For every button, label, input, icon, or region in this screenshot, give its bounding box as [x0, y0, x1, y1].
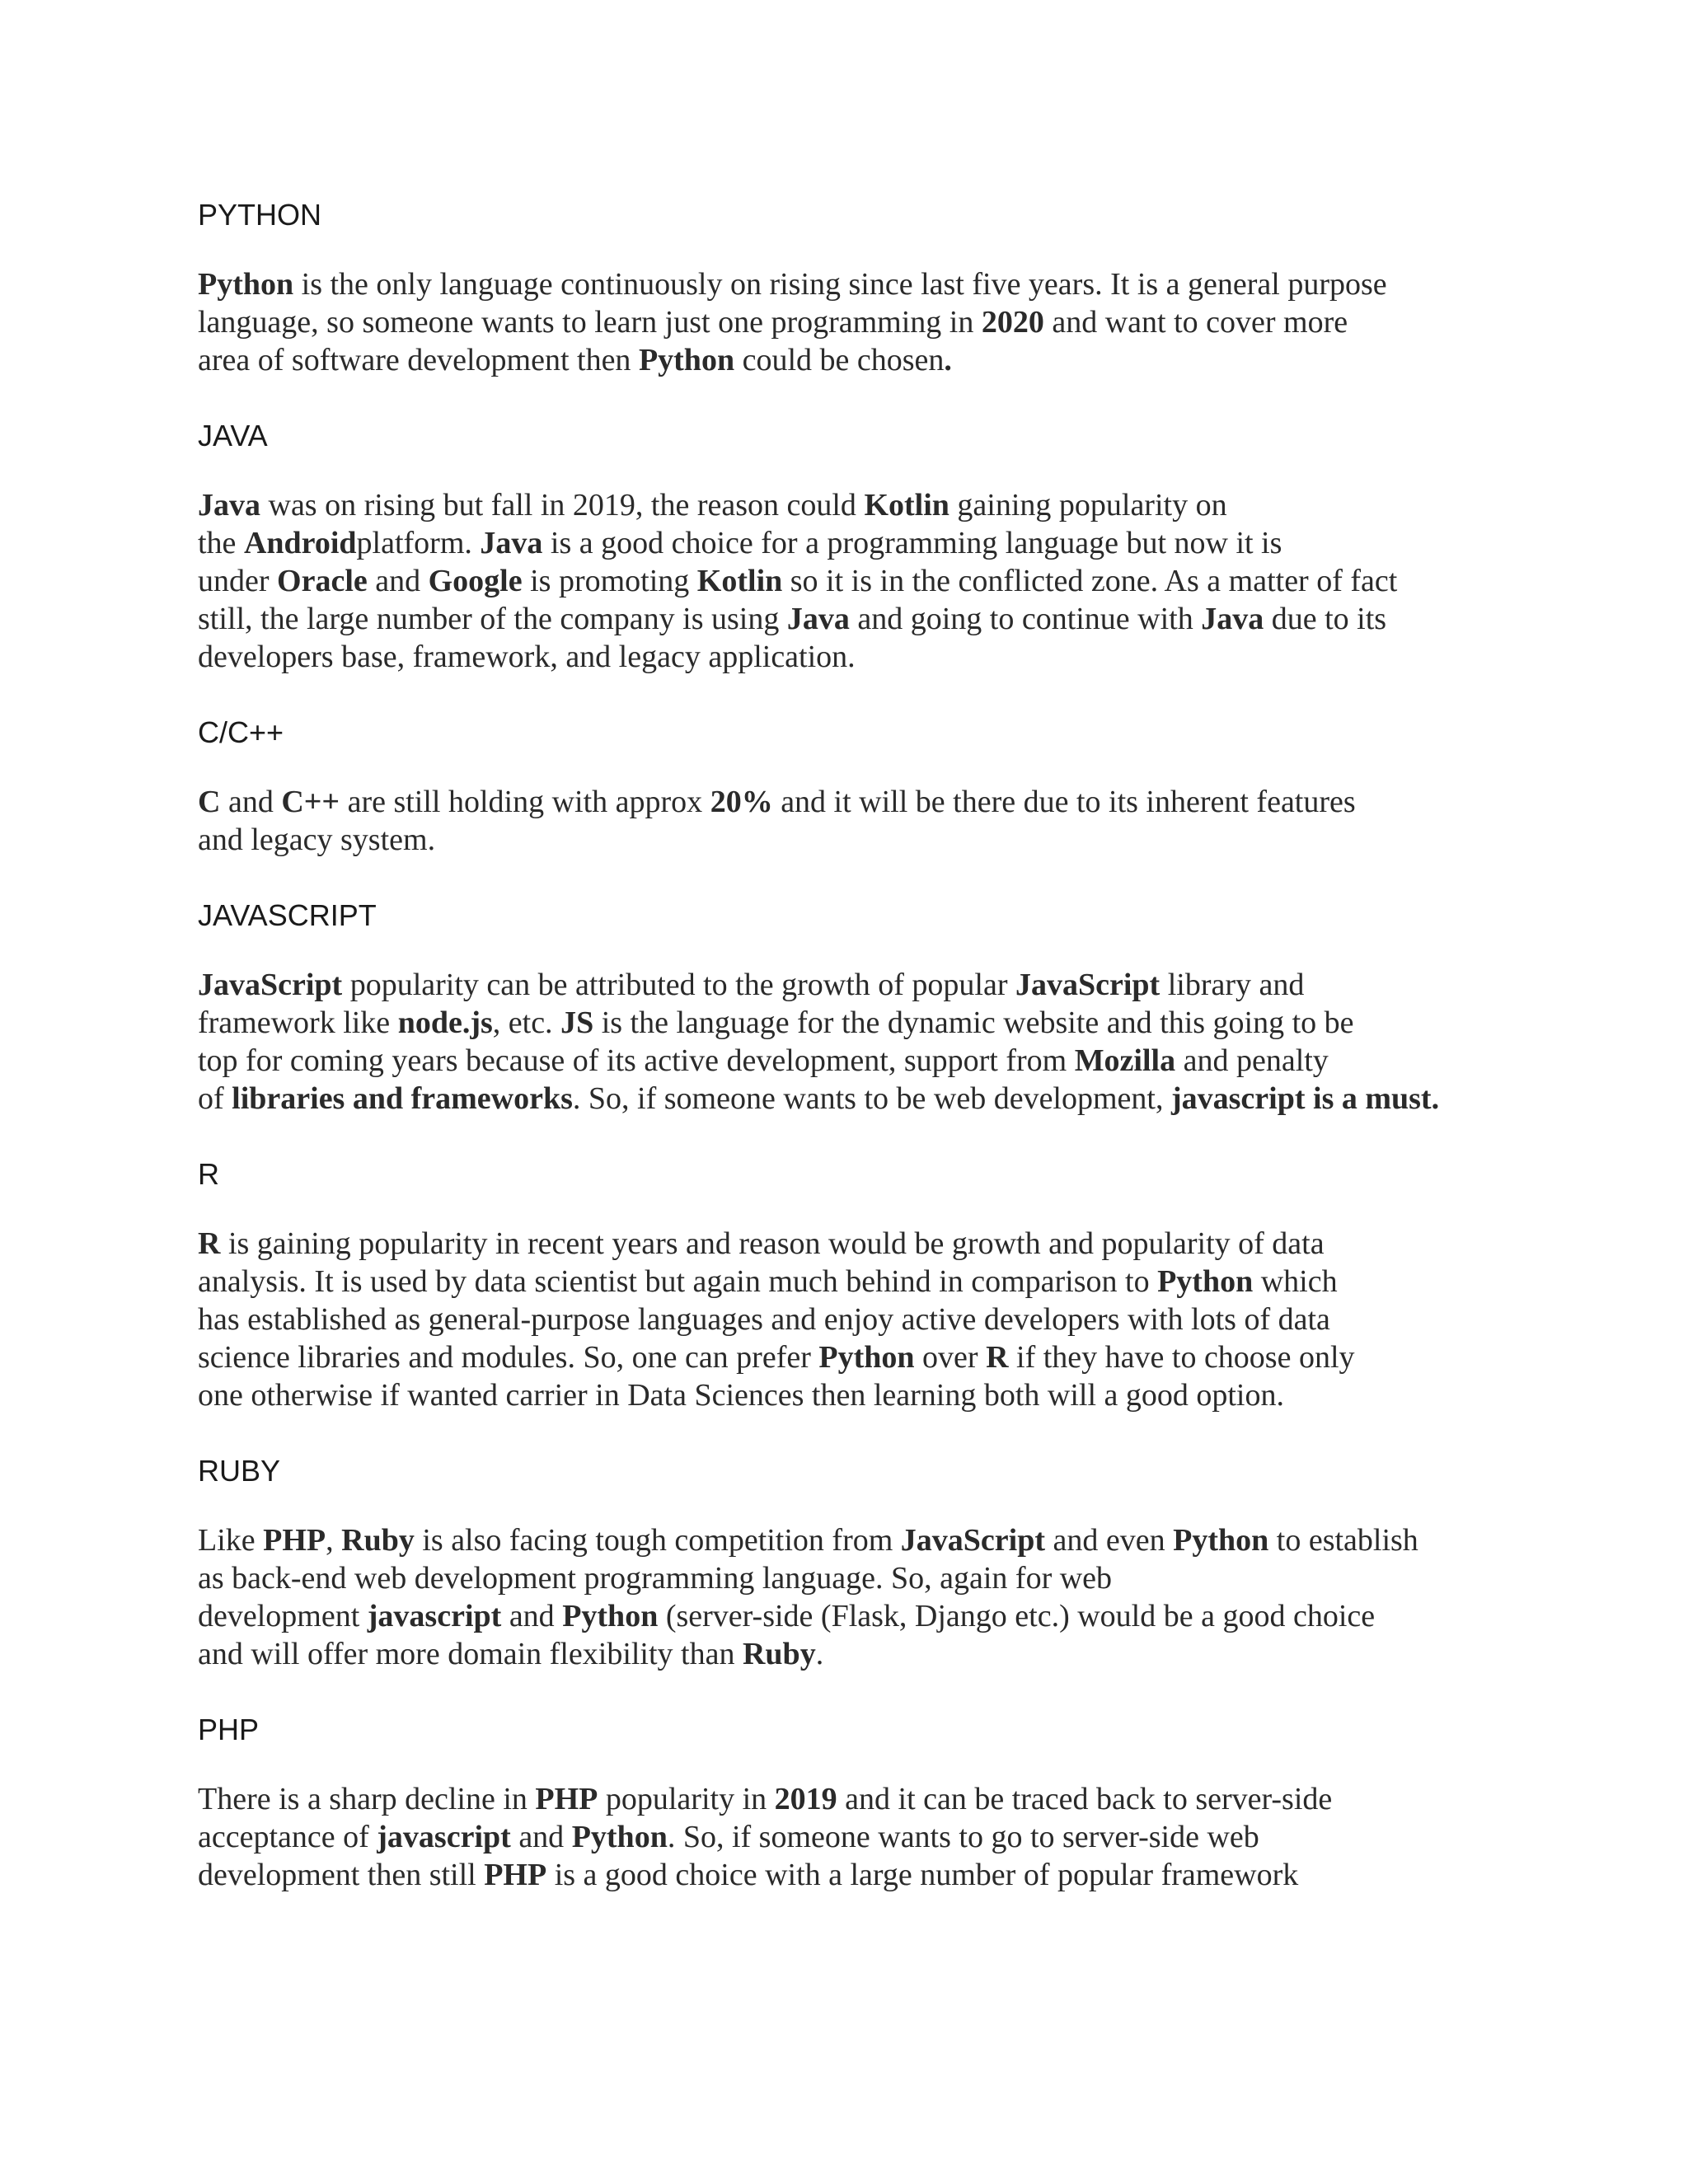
paragraph-line [198, 1263, 1517, 1301]
text-run: analysis. It is used by data scientist but again much behind in comparison to [198, 1264, 1158, 1299]
paragraph-line [198, 1338, 1517, 1376]
section-paragraph [198, 486, 1517, 676]
section-heading: JAVA [198, 419, 268, 452]
text-run: if they have to choose only [1008, 1340, 1355, 1375]
bold-text: javascript [367, 1599, 502, 1633]
text-run: as back-end web development programming language. So, again for web [198, 1561, 1113, 1596]
text-run: still, the large number of the company is using [198, 602, 787, 636]
bold-text: Python [1173, 1523, 1269, 1558]
section-heading: JAVASCRIPT [198, 898, 377, 932]
paragraph-line [198, 783, 1517, 821]
text-run: developers base, framework, and legacy application. [198, 640, 856, 674]
text-run: popularity can be attributed to the growth of popular [342, 968, 1015, 1002]
document-page [198, 196, 1517, 1932]
bold-text: node.js [397, 1005, 493, 1040]
text-run: one otherwise if wanted carrier in Data Sciences then learning both will a good option. [198, 1378, 1284, 1413]
text-run: area of software development then [198, 343, 639, 377]
paragraph-line [198, 265, 1517, 303]
text-run: and penalty [1175, 1043, 1329, 1078]
text-run: and want to cover more [1043, 305, 1348, 340]
bold-text: R [986, 1340, 1009, 1375]
paragraph-line [198, 600, 1517, 638]
bold-text: Java [786, 602, 850, 636]
paragraph-line [198, 1559, 1517, 1597]
paragraph-line [198, 341, 1517, 379]
bold-text: javascript [377, 1820, 511, 1854]
text-run: could be chosen [734, 343, 945, 377]
section-r [198, 1155, 1517, 1414]
bold-text: 20% [710, 785, 773, 819]
bold-text: Java [1201, 602, 1264, 636]
text-run: is a good choice for a programming language but now it is [542, 526, 1282, 560]
text-run: development [198, 1599, 368, 1633]
bold-text: . [944, 343, 952, 377]
text-run: , [326, 1523, 342, 1558]
text-run: . [815, 1637, 824, 1671]
section-heading: PYTHON [198, 198, 322, 232]
bold-text: Python [571, 1820, 668, 1854]
bold-text: libraries and frameworks [232, 1081, 573, 1116]
bold-text: Java [480, 526, 543, 560]
section-paragraph [198, 783, 1517, 859]
paragraph-line [198, 524, 1517, 562]
bold-text: Kotlin [696, 564, 783, 598]
section-ruby [198, 1452, 1517, 1673]
text-run: There is a sharp decline in [198, 1782, 536, 1816]
section-javascript [198, 897, 1517, 1118]
text-run: library and [1160, 968, 1305, 1002]
paragraph-line [198, 1818, 1517, 1856]
text-run: is promoting [522, 564, 697, 598]
paragraph-line [198, 1004, 1517, 1042]
text-run: is the only language continuously on rising since last five years. It is a general purpose [293, 267, 1387, 302]
bold-text: Android [243, 526, 357, 560]
section-java [198, 417, 1517, 676]
text-run: so it is in the conflicted zone. As a matter of fact [782, 564, 1398, 598]
bold-text: JavaScript [198, 968, 343, 1002]
paragraph-line [198, 966, 1517, 1004]
bold-text: Ruby [742, 1637, 816, 1671]
text-run: and will offer more domain flexibility than [198, 1637, 743, 1671]
bold-text: C [198, 785, 221, 819]
text-run: , etc. [492, 1005, 561, 1040]
text-run: and legacy system. [198, 823, 436, 857]
text-run: popularity in [598, 1782, 775, 1816]
bold-text: R [198, 1226, 221, 1261]
paragraph-line [198, 1521, 1517, 1559]
section-paragraph [198, 265, 1517, 379]
text-run: (server-side (Flask, Django etc.) would be a good choice [658, 1599, 1376, 1633]
text-run: and it will be there due to its inherent features [772, 785, 1356, 819]
section-heading: RUBY [198, 1454, 281, 1488]
paragraph-line [198, 638, 1517, 676]
bold-text: Java [198, 488, 260, 523]
text-run: acceptance of [198, 1820, 377, 1854]
bold-text: 2019 [774, 1782, 837, 1816]
paragraph-line [198, 1376, 1517, 1414]
paragraph-line [198, 1225, 1517, 1263]
section-c-c- [198, 714, 1517, 859]
text-run: top for coming years because of its active development, support from [198, 1043, 1075, 1078]
bold-text: Python [638, 343, 735, 377]
paragraph-line [198, 1301, 1517, 1338]
text-run: is the language for the dynamic website and this going to be [593, 1005, 1354, 1040]
text-run: due to its [1264, 602, 1387, 636]
text-run: is gaining popularity in recent years and reason would be growth and popularity of data [220, 1226, 1325, 1261]
text-run: . So, if someone wants to be web development, [572, 1081, 1171, 1116]
paragraph-line [198, 1635, 1517, 1673]
section-python [198, 196, 1517, 379]
text-run: and it can be traced back to server-side [837, 1782, 1333, 1816]
text-run: Like [198, 1523, 264, 1558]
section-paragraph [198, 1521, 1517, 1673]
bold-text: javascript is a must. [1170, 1081, 1440, 1116]
text-run: is a good choice with a large number of popular framework [546, 1858, 1299, 1892]
bold-text: C++ [281, 785, 340, 819]
text-run: and [367, 564, 429, 598]
section-php [198, 1711, 1517, 1894]
text-run: science libraries and modules. So, one can prefer [198, 1340, 819, 1375]
paragraph-line [198, 1780, 1517, 1818]
bold-text: Ruby [341, 1523, 415, 1558]
text-run: to establish [1268, 1523, 1418, 1558]
bold-text: PHP [535, 1782, 598, 1816]
section-paragraph [198, 1780, 1517, 1894]
text-run: framework like [198, 1005, 398, 1040]
text-run: and going to continue with [849, 602, 1202, 636]
text-run: has established as general-purpose languages and enjoy active developers with lots of data [198, 1302, 1330, 1337]
bold-text: Python [198, 267, 294, 302]
bold-text: Kotlin [864, 488, 950, 523]
paragraph-line [198, 562, 1517, 600]
section-heading: R [198, 1157, 219, 1191]
section-heading: C/C++ [198, 715, 284, 749]
section-paragraph [198, 1225, 1517, 1414]
bold-text: PHP [263, 1523, 326, 1558]
text-run: are still holding with approx [340, 785, 710, 819]
text-run: and [501, 1599, 563, 1633]
section-paragraph [198, 966, 1517, 1118]
paragraph-line [198, 1597, 1517, 1635]
text-run: and even [1045, 1523, 1174, 1558]
text-run: the [198, 526, 244, 560]
bold-text: PHP [484, 1858, 547, 1892]
text-run: was on rising but fall in 2019, the reason could [260, 488, 865, 523]
bold-text: Python [1157, 1264, 1254, 1299]
text-run: development then still [198, 1858, 485, 1892]
section-heading: PHP [198, 1713, 260, 1746]
text-run: gaining popularity on [949, 488, 1227, 523]
text-run: of [198, 1081, 232, 1116]
bold-text: 2020 [981, 305, 1044, 340]
paragraph-line [198, 486, 1517, 524]
paragraph-line [198, 1856, 1517, 1894]
bold-text: JavaScript [1015, 968, 1160, 1002]
text-run: platform. [356, 526, 481, 560]
text-run: language, so someone wants to learn just one programming in [198, 305, 982, 340]
text-run: . So, if someone wants to go to server-side web [667, 1820, 1259, 1854]
paragraph-line [198, 1080, 1517, 1118]
bold-text: JS [560, 1005, 594, 1040]
bold-text: Mozilla [1074, 1043, 1176, 1078]
text-run: and [220, 785, 282, 819]
paragraph-line [198, 1042, 1517, 1080]
text-run: over [914, 1340, 987, 1375]
bold-text: JavaScript [900, 1523, 1046, 1558]
bold-text: Oracle [277, 564, 368, 598]
bold-text: Google [428, 564, 523, 598]
paragraph-line [198, 821, 1517, 859]
paragraph-line [198, 303, 1517, 341]
bold-text: Python [562, 1599, 659, 1633]
text-run: under [198, 564, 278, 598]
text-run: and [510, 1820, 572, 1854]
bold-text: Python [818, 1340, 915, 1375]
text-run: which [1253, 1264, 1338, 1299]
text-run: is also facing tough competition from [414, 1523, 901, 1558]
